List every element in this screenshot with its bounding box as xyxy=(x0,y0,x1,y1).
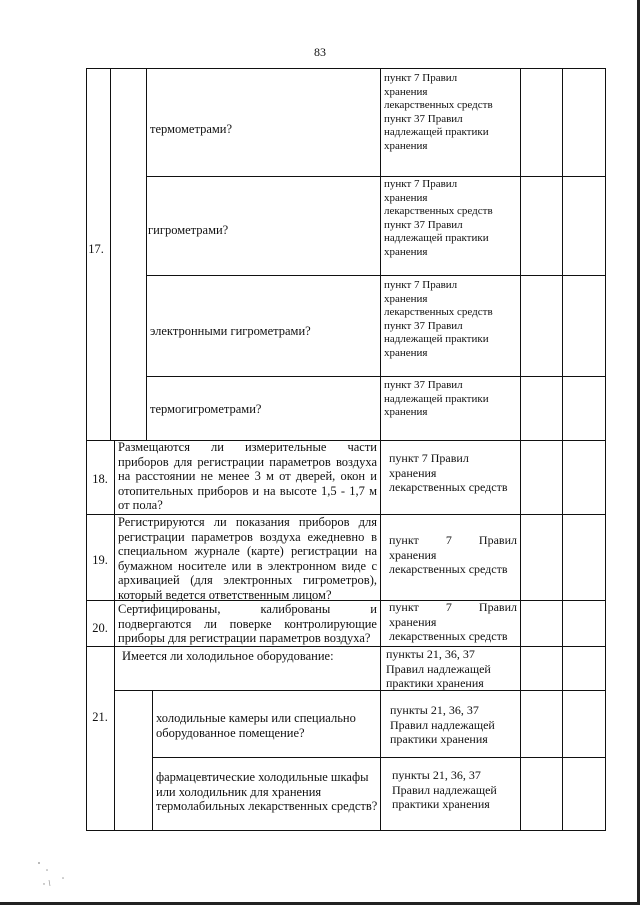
table-border-bottom xyxy=(86,830,606,831)
row-21-sub-separator xyxy=(152,757,606,758)
row-18-question: Размещаются ли измерительные части приборов для регистрации параметров воздуха на расстоянии не менее 3 м от дверей, окон и отопительных приборов и на высоте 1,5 - 1,7 м от пола? xyxy=(118,440,377,513)
row-17-sub-separator-3 xyxy=(146,376,606,377)
row-20-reference: пункт 7 Правил хранения лекарственных средств xyxy=(389,600,517,643)
col-divider-reference xyxy=(380,68,381,831)
row-21-question: Имеется ли холодильное оборудование: xyxy=(122,649,334,663)
row-number-21: 21. xyxy=(92,710,108,724)
row-21-sub-1-question: холодильные камеры или специально оборудованное помещение? xyxy=(156,711,356,740)
col-divider-sub-17 xyxy=(146,68,147,440)
row-17-sub-separator-2 xyxy=(146,275,606,276)
row-18-reference: пункт 7 Правил хранения лекарственных средств xyxy=(389,451,508,494)
scan-specks xyxy=(35,860,75,903)
row-number-17: 17. xyxy=(88,242,104,256)
page-number: 83 xyxy=(314,45,326,59)
col-divider-sub-21 xyxy=(152,690,153,831)
row-19-reference: пункт 7 Правил хранения лекарственных средств xyxy=(389,533,517,576)
row-21-sub-1-reference: пункты 21, 36, 37 Правил надлежащей практики хранения xyxy=(390,703,495,746)
col-divider-answer-2 xyxy=(562,68,563,831)
row-17-sub-3-question: электронными гигрометрами? xyxy=(150,324,311,338)
row-21-header-separator xyxy=(114,690,606,691)
row-17-sub-separator-1 xyxy=(146,176,606,177)
row-21-sub-2-question: фармацевтические холодильные шкафы или холодильник для хранения термолабильных лекарственных средств? xyxy=(156,770,378,814)
row-number-20: 20. xyxy=(92,621,108,635)
row-number-19: 19. xyxy=(92,553,108,567)
row-17-sub-4-reference: пункт 37 Правил надлежащей практики хранения xyxy=(384,379,489,419)
row-21-reference: пункты 21, 36, 37 Правил надлежащей практики хранения xyxy=(386,647,491,690)
row-number-18: 18. xyxy=(92,472,108,486)
table-border-right xyxy=(605,68,606,831)
row-17-sub-1-reference: пункт 7 Правил хранения лекарственных средств пункт 37 Правил надлежащей практики хранения xyxy=(384,72,493,152)
row-17-sub-4-question: термогигрометрами? xyxy=(150,402,262,416)
table-border-top xyxy=(86,68,606,69)
row-separator-20-21 xyxy=(86,646,606,647)
row-17-sub-2-question: гигрометрами? xyxy=(148,223,229,237)
row-20-question: Сертифицированы, калиброваны и подвергаются ли поверке контролирующие приборы для регистрации параметров воздуха? xyxy=(118,602,377,646)
row-21-sub-2-reference: пункты 21, 36, 37 Правил надлежащей практики хранения xyxy=(392,768,497,811)
row-19-question: Регистрируются ли показания приборов для регистрации параметров воздуха ежедневно в специальном журнале (карте) регистрации на бумажном носителе или в электронном виде с архивацией (для электронных гигрометров), который ведется ответственным лицом? xyxy=(118,515,377,602)
row-17-sub-1-question: термометрами? xyxy=(150,122,233,136)
row-17-sub-2-reference: пункт 7 Правил хранения лекарственных средств пункт 37 Правил надлежащей практики хранения xyxy=(384,178,493,258)
row-17-sub-3-reference: пункт 7 Правил хранения лекарственных средств пункт 37 Правил надлежащей практики хранения xyxy=(384,279,493,359)
col-divider-answer-1 xyxy=(520,68,521,831)
